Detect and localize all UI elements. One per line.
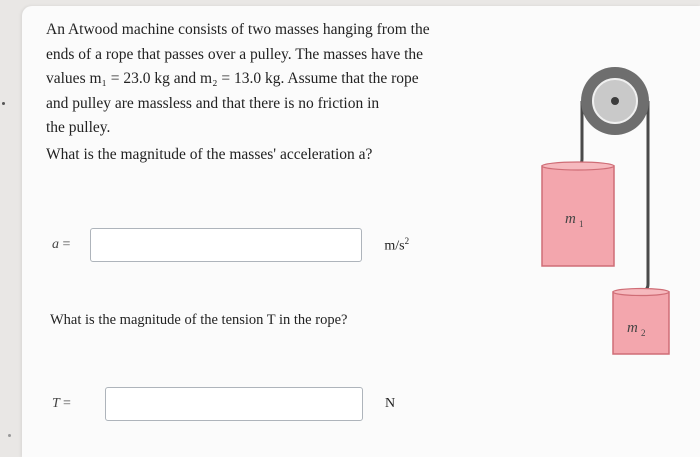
problem-line: and pulley are massless and that there is no friction in	[46, 94, 380, 112]
tension-question: What is the magnitude of the tension T in the rope?	[50, 312, 348, 328]
problem-statement	[46, 18, 446, 141]
tension-input[interactable]	[105, 387, 363, 421]
pulley-axle	[611, 97, 619, 105]
acceleration-variable-label	[52, 237, 70, 253]
acceleration-unit	[384, 236, 409, 255]
tension-answer-row	[52, 387, 395, 421]
mass-2-label: m	[627, 320, 638, 336]
acceleration-input[interactable]	[90, 228, 362, 262]
mass-2-body	[613, 292, 669, 354]
problem-line: values m₁ = 23.0 kg and m₂ = 13.0 kg. Assume that the rope	[46, 70, 419, 87]
unit-base: m/s	[384, 238, 405, 254]
mass-1-subscript: 1	[579, 219, 584, 229]
mass-1-label: m	[565, 211, 576, 227]
mass-1-top	[542, 162, 614, 170]
unit-exponent: 2	[404, 235, 410, 246]
acceleration-question: What is the magnitude of the masses' acceleration a?	[46, 146, 373, 163]
problem-card	[22, 6, 700, 457]
atwood-diagram	[517, 56, 677, 366]
mass-2-top	[613, 289, 669, 296]
tension-unit: N	[384, 396, 396, 411]
problem-line: ends of a rope that passes over a pulley. The masses have the	[46, 45, 424, 63]
equals-sign: =	[63, 396, 71, 411]
mass-1-body	[542, 166, 614, 266]
margin-mark	[8, 434, 11, 437]
equals-sign: =	[62, 237, 71, 252]
problem-line: the pulley.	[46, 119, 111, 136]
acceleration-var: a	[52, 237, 59, 252]
tension-var: T	[52, 396, 60, 411]
bullet-mark	[2, 102, 5, 105]
mass-2-subscript: 2	[641, 328, 646, 338]
acceleration-answer-row	[52, 228, 409, 262]
tension-variable-label	[52, 396, 71, 412]
problem-line: An Atwood machine consists of two masses hanging from the	[46, 21, 430, 38]
